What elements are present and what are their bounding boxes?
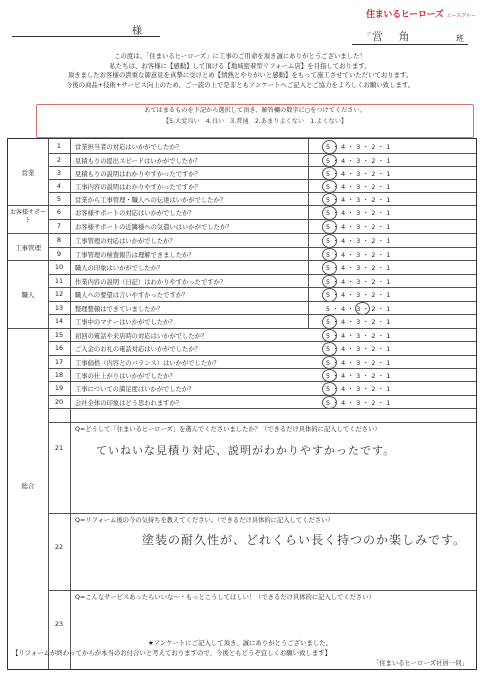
question-text: お客様サポートの対応はいかがでしたか？ bbox=[75, 210, 195, 217]
question-text: 営業から工事管理・職人への伝達はいかがでしたか？ bbox=[75, 197, 227, 204]
row-divider bbox=[8, 260, 476, 261]
question-text: 営業担当者の対応はいかがでしたか？ bbox=[75, 144, 183, 151]
selected-rating-circle bbox=[322, 248, 337, 262]
selected-rating-circle bbox=[322, 220, 337, 234]
rating-scale[interactable]: 5 ・ 4 ・ 3 ・ 2 ・ 1 bbox=[326, 278, 391, 286]
question-number: 22 bbox=[54, 543, 64, 551]
row-divider bbox=[48, 166, 476, 167]
row-divider bbox=[48, 192, 476, 193]
question-text: 工事中のマナーはいかがでしたか？ bbox=[75, 319, 176, 326]
question-number: 12 bbox=[54, 290, 64, 298]
row-divider bbox=[8, 233, 476, 234]
rating-scale[interactable]: 5 ・ 4 ・ 3 ・ 2 ・ 1 bbox=[326, 346, 391, 353]
question-number: 21 bbox=[54, 444, 64, 452]
customer-name-field[interactable] bbox=[12, 36, 160, 37]
question-number: 8 bbox=[56, 236, 62, 244]
selected-rating-circle bbox=[322, 288, 337, 302]
row-divider bbox=[48, 408, 476, 409]
row-divider bbox=[48, 395, 476, 396]
team-label: 班 bbox=[456, 34, 464, 43]
row-divider bbox=[8, 328, 476, 329]
rating-scale[interactable]: 5 ・ 4 ・ 3 ・ 2 ・ 1 bbox=[326, 210, 391, 217]
selected-rating-circle bbox=[322, 329, 337, 342]
rating-scale[interactable]: 5 ・ 4 ・ 3 ・ 2 ・ 1 bbox=[326, 171, 391, 178]
row-divider bbox=[48, 287, 476, 288]
rating-scale[interactable]: 5 ・ 4 ・ 3 ・ 2 ・ 1 bbox=[326, 292, 391, 299]
rating-scale[interactable]: 5 ・ 4 ・ 3 ・ 2 ・ 1 bbox=[326, 360, 391, 367]
intro-line: 今後の商品+技術+サービス向上のため、ご一読の上で是非ともアンケートへご記入とご協力をよろしくお願い致します。 bbox=[65, 80, 415, 89]
selected-rating-circle bbox=[355, 302, 370, 316]
question-text: 工事管理の対応はいかがでしたか？ bbox=[75, 238, 176, 245]
rating-scale[interactable]: 5 ・ 4 ・ 3 ・ 2 ・ 1 bbox=[326, 319, 391, 326]
selected-rating-circle bbox=[322, 356, 337, 369]
selected-rating-circle bbox=[322, 369, 337, 382]
question-number: 11 bbox=[54, 276, 64, 285]
question-number: 4 bbox=[56, 182, 62, 190]
question-text: 工事内容の説明はわかりやすかったですか？ bbox=[75, 184, 201, 191]
instructions-line1: あてはまるものを下記から選択して頂き、解答欄の数字に○をつけてください。 bbox=[144, 107, 366, 114]
question-text: 職人への要望は言いやすかったですか？ bbox=[75, 292, 189, 299]
row-divider bbox=[48, 179, 476, 180]
category-sales: 営業 bbox=[21, 169, 35, 177]
question-text: 工事についての満足度はいかがでしたか？ bbox=[75, 386, 195, 393]
question-text: 見積もりの説明はわかりやすかったですか？ bbox=[75, 171, 201, 178]
logo-brand: 住まいるヒーローズ bbox=[366, 10, 444, 20]
question-text: お客様サポートの近隣様への気遣いはいかがでしたか？ bbox=[75, 224, 233, 231]
question-number: 10 bbox=[54, 263, 64, 271]
question-text: ご入金のお礼の電話対応はいかがでしたか？ bbox=[75, 346, 201, 353]
question-number: 5 bbox=[56, 195, 62, 203]
question-text: 職人の印象はいかがでしたか？ bbox=[75, 265, 164, 272]
footer-signature: 「住まいるヒーローズ社員一同」 bbox=[372, 659, 468, 667]
question-text: 作業内容の説明（日記）はわかりやすかったですか？ bbox=[75, 278, 227, 286]
row-divider bbox=[48, 219, 476, 220]
question-number: 18 bbox=[54, 371, 64, 379]
row-divider bbox=[48, 341, 476, 342]
question-number: 17 bbox=[54, 358, 64, 366]
footer-thanks: ★アンケートにご記入して頂き、誠にありがとうございました。 bbox=[147, 639, 333, 647]
logo-sub: エースグループ bbox=[366, 13, 477, 38]
team-handwritten: 営 角 bbox=[372, 30, 416, 43]
selected-rating-circle bbox=[322, 315, 337, 329]
rating-scale[interactable]: 5 ・ 4 ・ 3 ・ 2 ・ 1 bbox=[326, 373, 391, 380]
question-text: 整理整頓はできていましたか？ bbox=[75, 305, 164, 313]
rating-scale[interactable]: 5 ・ 4 ・ 3 ・ 2 ・ 1 bbox=[326, 386, 391, 393]
open-answer[interactable]: 塗装の耐久性が、どれくらい長く持つのか楽しみです。 bbox=[142, 533, 467, 547]
question-number: 2 bbox=[56, 155, 62, 164]
rating-scale[interactable]: 5 ・ 4 ・ 3 ・ 2 ・ 1 bbox=[326, 251, 391, 259]
category-construction: 工事管理 bbox=[15, 244, 41, 252]
question-number: 3 bbox=[56, 169, 62, 177]
question-number: 6 bbox=[56, 208, 62, 216]
rating-scale[interactable]: 5 ・ 4 ・ 3 ・ 2 ・ 1 bbox=[326, 400, 391, 407]
question-number: 20 bbox=[54, 398, 64, 406]
question-text: 工事価格（内容とのバランス）はいかがでしたか？ bbox=[75, 360, 220, 367]
question-text: 工事管理の検査報告は理解できましたか？ bbox=[75, 251, 195, 259]
rating-scale[interactable]: 5 ・ 4 ・ 3 ・ 2 ・ 1 bbox=[326, 224, 391, 231]
category-craftsmen: 職人 bbox=[21, 291, 35, 299]
selected-rating-circle bbox=[322, 180, 337, 193]
row-divider bbox=[48, 513, 476, 514]
question-number: 9 bbox=[56, 249, 62, 258]
category-support: お客様サポート bbox=[9, 209, 46, 224]
row-divider bbox=[48, 368, 476, 369]
selected-rating-circle bbox=[322, 275, 337, 289]
selected-rating-circle bbox=[322, 234, 337, 248]
row-divider bbox=[48, 355, 476, 356]
intro-line: 私たちは、お客様に【感動】して頂ける【地域密着型リフォーム店】を目指しております。 bbox=[109, 61, 371, 70]
rating-scale[interactable]: 5 ・ 4 ・ 3 ・ 2 ・ 1 bbox=[326, 238, 391, 245]
question-number: 19 bbox=[54, 384, 64, 392]
selected-rating-circle bbox=[322, 206, 337, 220]
question-text: 初回の電話や来店時の対応はいかがでしたか？ bbox=[75, 333, 208, 340]
row-divider bbox=[48, 153, 476, 154]
instructions-scale: 【5.大変良い 4.良い 3.普通 2.あまりよくない 1.よくない】 bbox=[162, 118, 348, 125]
selected-rating-circle bbox=[322, 167, 337, 180]
row-divider bbox=[48, 590, 476, 591]
row-divider bbox=[48, 274, 476, 275]
rating-scale[interactable]: 5 ・ 4 ・ 3 ・ 2 ・ 1 bbox=[326, 197, 391, 204]
footer-message: 【リフォームが終わってからが本当のお付合いと考えておりますので、今後ともどうぞ宜しくお願い致します】 bbox=[12, 649, 332, 657]
rating-scale[interactable]: 5 ・ 4 ・ 3 ・ 2 ・ 1 bbox=[326, 157, 391, 165]
rating-scale[interactable]: 5 ・ 4 ・ 3 ・ 2 ・ 1 bbox=[326, 333, 391, 340]
honorific-label: 様 bbox=[132, 26, 142, 37]
selected-rating-circle bbox=[322, 193, 337, 206]
rating-scale[interactable]: 5 ・ 4 ・ 3 ・ 2 ・ 1 bbox=[326, 305, 391, 313]
open-answer[interactable]: ていねいな見積り対応、説明がわかりやすかったです。 bbox=[96, 444, 396, 457]
intro-text bbox=[12, 52, 468, 90]
intro-line: 頂きましたお客様の貴重な御意見を真摯に受けとめ【情熱とやりがいと感動】をもって施工させていただいております。 bbox=[67, 71, 413, 80]
row-divider bbox=[48, 422, 476, 423]
selected-rating-circle bbox=[322, 396, 337, 409]
rating-scale[interactable]: 5 ・ 4 ・ 3 ・ 2 ・ 1 bbox=[326, 184, 391, 191]
rating-scale[interactable]: 5 ・ 4 ・ 3 ・ 2 ・ 1 bbox=[326, 265, 391, 272]
row-divider bbox=[48, 247, 476, 248]
question-number: 14 bbox=[54, 317, 64, 325]
row-divider bbox=[48, 381, 476, 382]
survey-table bbox=[7, 138, 477, 670]
selected-rating-circle bbox=[322, 140, 337, 154]
question-number: 7 bbox=[56, 222, 62, 230]
open-question-text: Q=リフォーム後の今の気持ちを教えてください。（できるだけ具体的に記入してください） bbox=[75, 517, 334, 524]
open-question-text: Q=こんなサービスあったらいいな～・もっとこうしてほしい！（できるだけ具体的に記入してください） bbox=[75, 594, 375, 601]
row-divider bbox=[8, 205, 476, 206]
open-question-text: Q=どうして「住まいるヒーローズ」を選んでくださいましたか？（できるだけ具体的に記入してください） bbox=[75, 426, 381, 433]
question-number: 16 bbox=[54, 344, 64, 352]
question-text: 見積もりの提出スピードはいかがでしたか？ bbox=[75, 157, 201, 165]
row-divider bbox=[48, 314, 476, 315]
selected-rating-circle bbox=[322, 382, 337, 396]
selected-rating-circle bbox=[322, 342, 337, 356]
question-text: 会社全体の印象はどう思われますか？ bbox=[75, 400, 183, 407]
question-number: 15 bbox=[54, 331, 64, 339]
question-number: 23 bbox=[54, 620, 64, 628]
question-number: 1 bbox=[56, 142, 62, 150]
rating-scale[interactable]: 5 ・ 4 ・ 3 ・ 2 ・ 1 bbox=[326, 144, 391, 151]
selected-rating-circle bbox=[322, 261, 337, 275]
question-number: 13 bbox=[54, 303, 64, 312]
question-text: 工事の仕上がりはいかがでしたか？ bbox=[75, 373, 176, 380]
footer bbox=[12, 638, 468, 668]
intro-line: この度は、「住まいるヒーローズ」に工事のご用命を頂き誠にありがとうございました！ bbox=[114, 52, 366, 60]
selected-rating-circle bbox=[322, 154, 337, 168]
category-overall: 総合 bbox=[21, 482, 35, 490]
instructions-box bbox=[36, 104, 474, 138]
row-divider bbox=[48, 301, 476, 302]
